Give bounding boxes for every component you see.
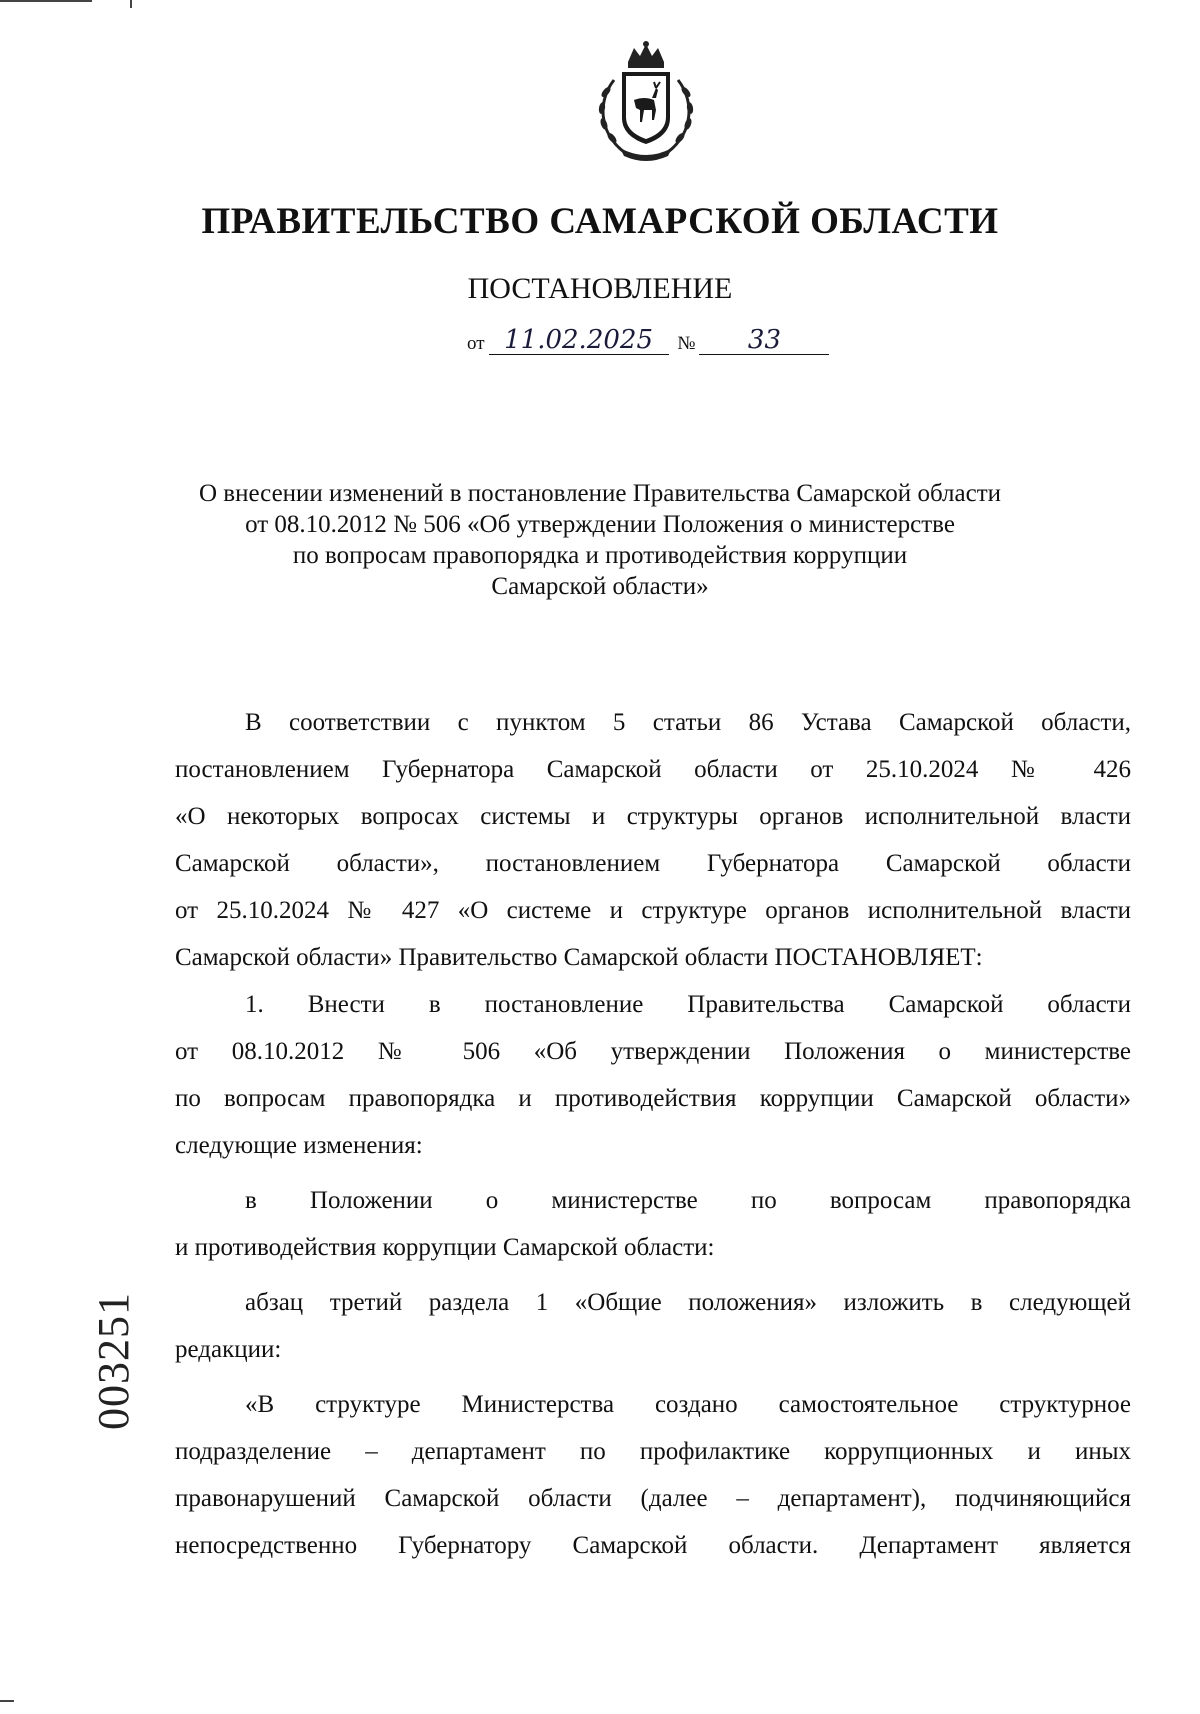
body-line: абзац третий раздела 1 «Общие положения» изложить в следующей bbox=[245, 1289, 1131, 1316]
body-line: Самарской области», постановлением Губернатора Самарской области bbox=[175, 850, 1131, 877]
body-line: В соответствии с пунктом 5 статьи 86 Устава Самарской области, bbox=[245, 709, 1131, 736]
body-line: и противодействия коррупции Самарской области: bbox=[175, 1234, 715, 1261]
body-line: «О некоторых вопросах системы и структуры органов исполнительной власти bbox=[175, 803, 1131, 830]
samara-coat-of-arms-icon bbox=[584, 40, 708, 164]
scan-mark bbox=[130, 0, 132, 8]
scan-mark bbox=[0, 1700, 14, 1702]
body-line: подразделение – департамент по профилактике коррупционных и иных bbox=[175, 1438, 1131, 1465]
body-line: 1. Внести в постановление Правительства Самарской области bbox=[245, 991, 1131, 1018]
body-line: «В структуре Министерства создано самостоятельное структурное bbox=[245, 1391, 1131, 1418]
body-line: редакции: bbox=[175, 1336, 282, 1363]
body-line: от 25.10.2024 № 427 «О системе и структуре органов исполнительной власти bbox=[175, 897, 1131, 924]
document-type: ПОСТАНОВЛЕНИЕ bbox=[467, 272, 733, 305]
subject-line: по вопросам правопорядка и противодействия коррупции bbox=[292, 542, 908, 569]
body-line: по вопросам правопорядка и противодействия коррупции Самарской области» bbox=[175, 1085, 1131, 1112]
subject-line: от 08.10.2012 № 506 «Об утверждении Положения о министерстве bbox=[245, 511, 955, 538]
subject-line: О внесении изменений в постановление Правительства Самарской области bbox=[198, 480, 1002, 507]
scan-mark bbox=[0, 0, 92, 2]
date-prefix: от bbox=[467, 333, 485, 354]
body-line: Самарской области» Правительство Самарской области ПОСТАНОВЛЯЕТ: bbox=[175, 944, 983, 971]
handwritten-date: 11.02.2025 bbox=[489, 326, 669, 355]
body-line: в Положении о министерстве по вопросам правопорядка bbox=[245, 1187, 1131, 1214]
body-line: правонарушений Самарской области (далее – департамент), подчиняющийся bbox=[175, 1485, 1131, 1512]
body-line: от 08.10.2012 № 506 «Об утверждении Положения о министерстве bbox=[175, 1038, 1131, 1065]
handwritten-number: 33 bbox=[699, 326, 829, 355]
number-prefix: № bbox=[677, 333, 696, 354]
document-subject bbox=[150, 478, 1050, 602]
side-registration-stamp: 003251 bbox=[89, 1292, 138, 1430]
org-title: ПРАВИТЕЛЬСТВО САМАРСКОЙ ОБЛАСТИ bbox=[201, 201, 999, 242]
date-number-line bbox=[463, 326, 829, 355]
body-line: постановлением Губернатора Самарской области от 25.10.2024 № 426 bbox=[175, 756, 1131, 783]
document-body bbox=[175, 706, 1131, 1576]
body-line: непосредственно Губернатору Самарской области. Департамент является bbox=[175, 1532, 1131, 1559]
body-line: следующие изменения: bbox=[175, 1132, 423, 1159]
subject-line: Самарской области» bbox=[491, 573, 709, 600]
